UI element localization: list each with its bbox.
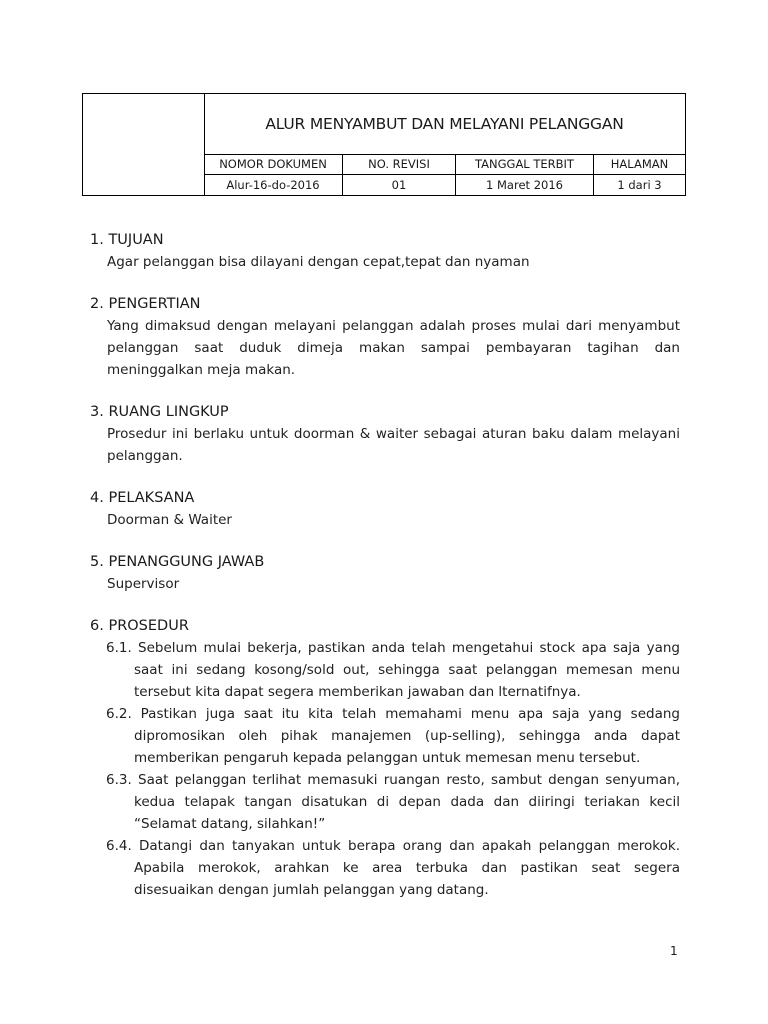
section-body: Prosedur ini berlaku untuk doorman & waiter sebagai aturan baku dalam melayani pelanggan. (107, 426, 680, 464)
section-body: Yang dimaksud dengan melayani pelanggan adalah proses mulai dari menyambut pelanggan saat duduk dimeja makan sampai pembayaran tagihan dan meninggalkan meja makan. (107, 318, 680, 378)
info-header-row (204, 154, 685, 175)
document-info-table (204, 154, 685, 195)
val-tanggal-terbit: 1 Maret 2016 (456, 175, 594, 196)
logo-cell (83, 94, 205, 195)
col-halaman: HALAMAN (594, 154, 686, 175)
info-value-row (204, 175, 685, 196)
section-heading: 6. PROSEDUR (90, 618, 189, 634)
section-heading: 5. PENANGGUNG JAWAB (90, 554, 265, 570)
val-nomor-dokumen: Alur-16-do-2016 (204, 175, 343, 196)
section-body: Doorman & Waiter (107, 512, 232, 528)
section-ruang-lingkup (90, 401, 680, 467)
section-heading: 2. PENGERTIAN (90, 296, 201, 312)
section-penanggung-jawab (90, 551, 680, 595)
procedure-item: 6.4. Datangi dan tanyakan untuk berapa orang dan apakah pelanggan merokok. Apabila merokok, arahkan ke area terbuka dan pastikan seat segera disesuaikan dengan jumlah pelanggan yang datang. (106, 838, 680, 898)
page-number: 1 (670, 944, 678, 958)
col-no-revisi: NO. REVISI (343, 154, 456, 175)
section-body: Agar pelanggan bisa dilayani dengan cepat,tepat dan nyaman (107, 254, 530, 270)
document-header-box (82, 93, 686, 196)
section-pelaksana (90, 487, 680, 531)
section-tujuan (90, 229, 680, 273)
col-tanggal-terbit: TANGGAL TERBIT (456, 154, 594, 175)
val-no-revisi: 01 (343, 175, 456, 196)
section-prosedur (90, 615, 680, 901)
section-pengertian (90, 293, 680, 381)
section-body: Supervisor (107, 576, 180, 592)
section-heading: 3. RUANG LINGKUP (90, 404, 229, 420)
section-heading: 1. TUJUAN (90, 232, 164, 248)
procedure-item: 6.2. Pastikan juga saat itu kita telah memahami menu apa saja yang sedang dipromosikan oleh pihak manajemen (up-selling), sehingga anda dapat memberikan pengaruh kepada pelanggan untuk memesan menu tersebut. (106, 706, 680, 766)
procedure-item: 6.3. Saat pelanggan terlihat memasuki ruangan resto, sambut dengan senyuman, kedua telapak tangan disatukan di depan dada dan diiringi teriakan kecil “Selamat datang, silahkan!” (106, 772, 680, 832)
document-body (90, 229, 680, 921)
col-nomor-dokumen: NOMOR DOKUMEN (204, 154, 343, 175)
section-heading: 4. PELAKSANA (90, 490, 195, 506)
document-title: ALUR MENYAMBUT DAN MELAYANI PELANGGAN (204, 94, 685, 155)
val-halaman: 1 dari 3 (594, 175, 686, 196)
procedure-item: 6.1. Sebelum mulai bekerja, pastikan anda telah mengetahui stock apa saja yang saat ini sedang kosong/sold out, sehingga saat pelanggan memesan menu tersebut kita dapat segera memberikan jawaban dan lternatifnya. (106, 640, 680, 700)
